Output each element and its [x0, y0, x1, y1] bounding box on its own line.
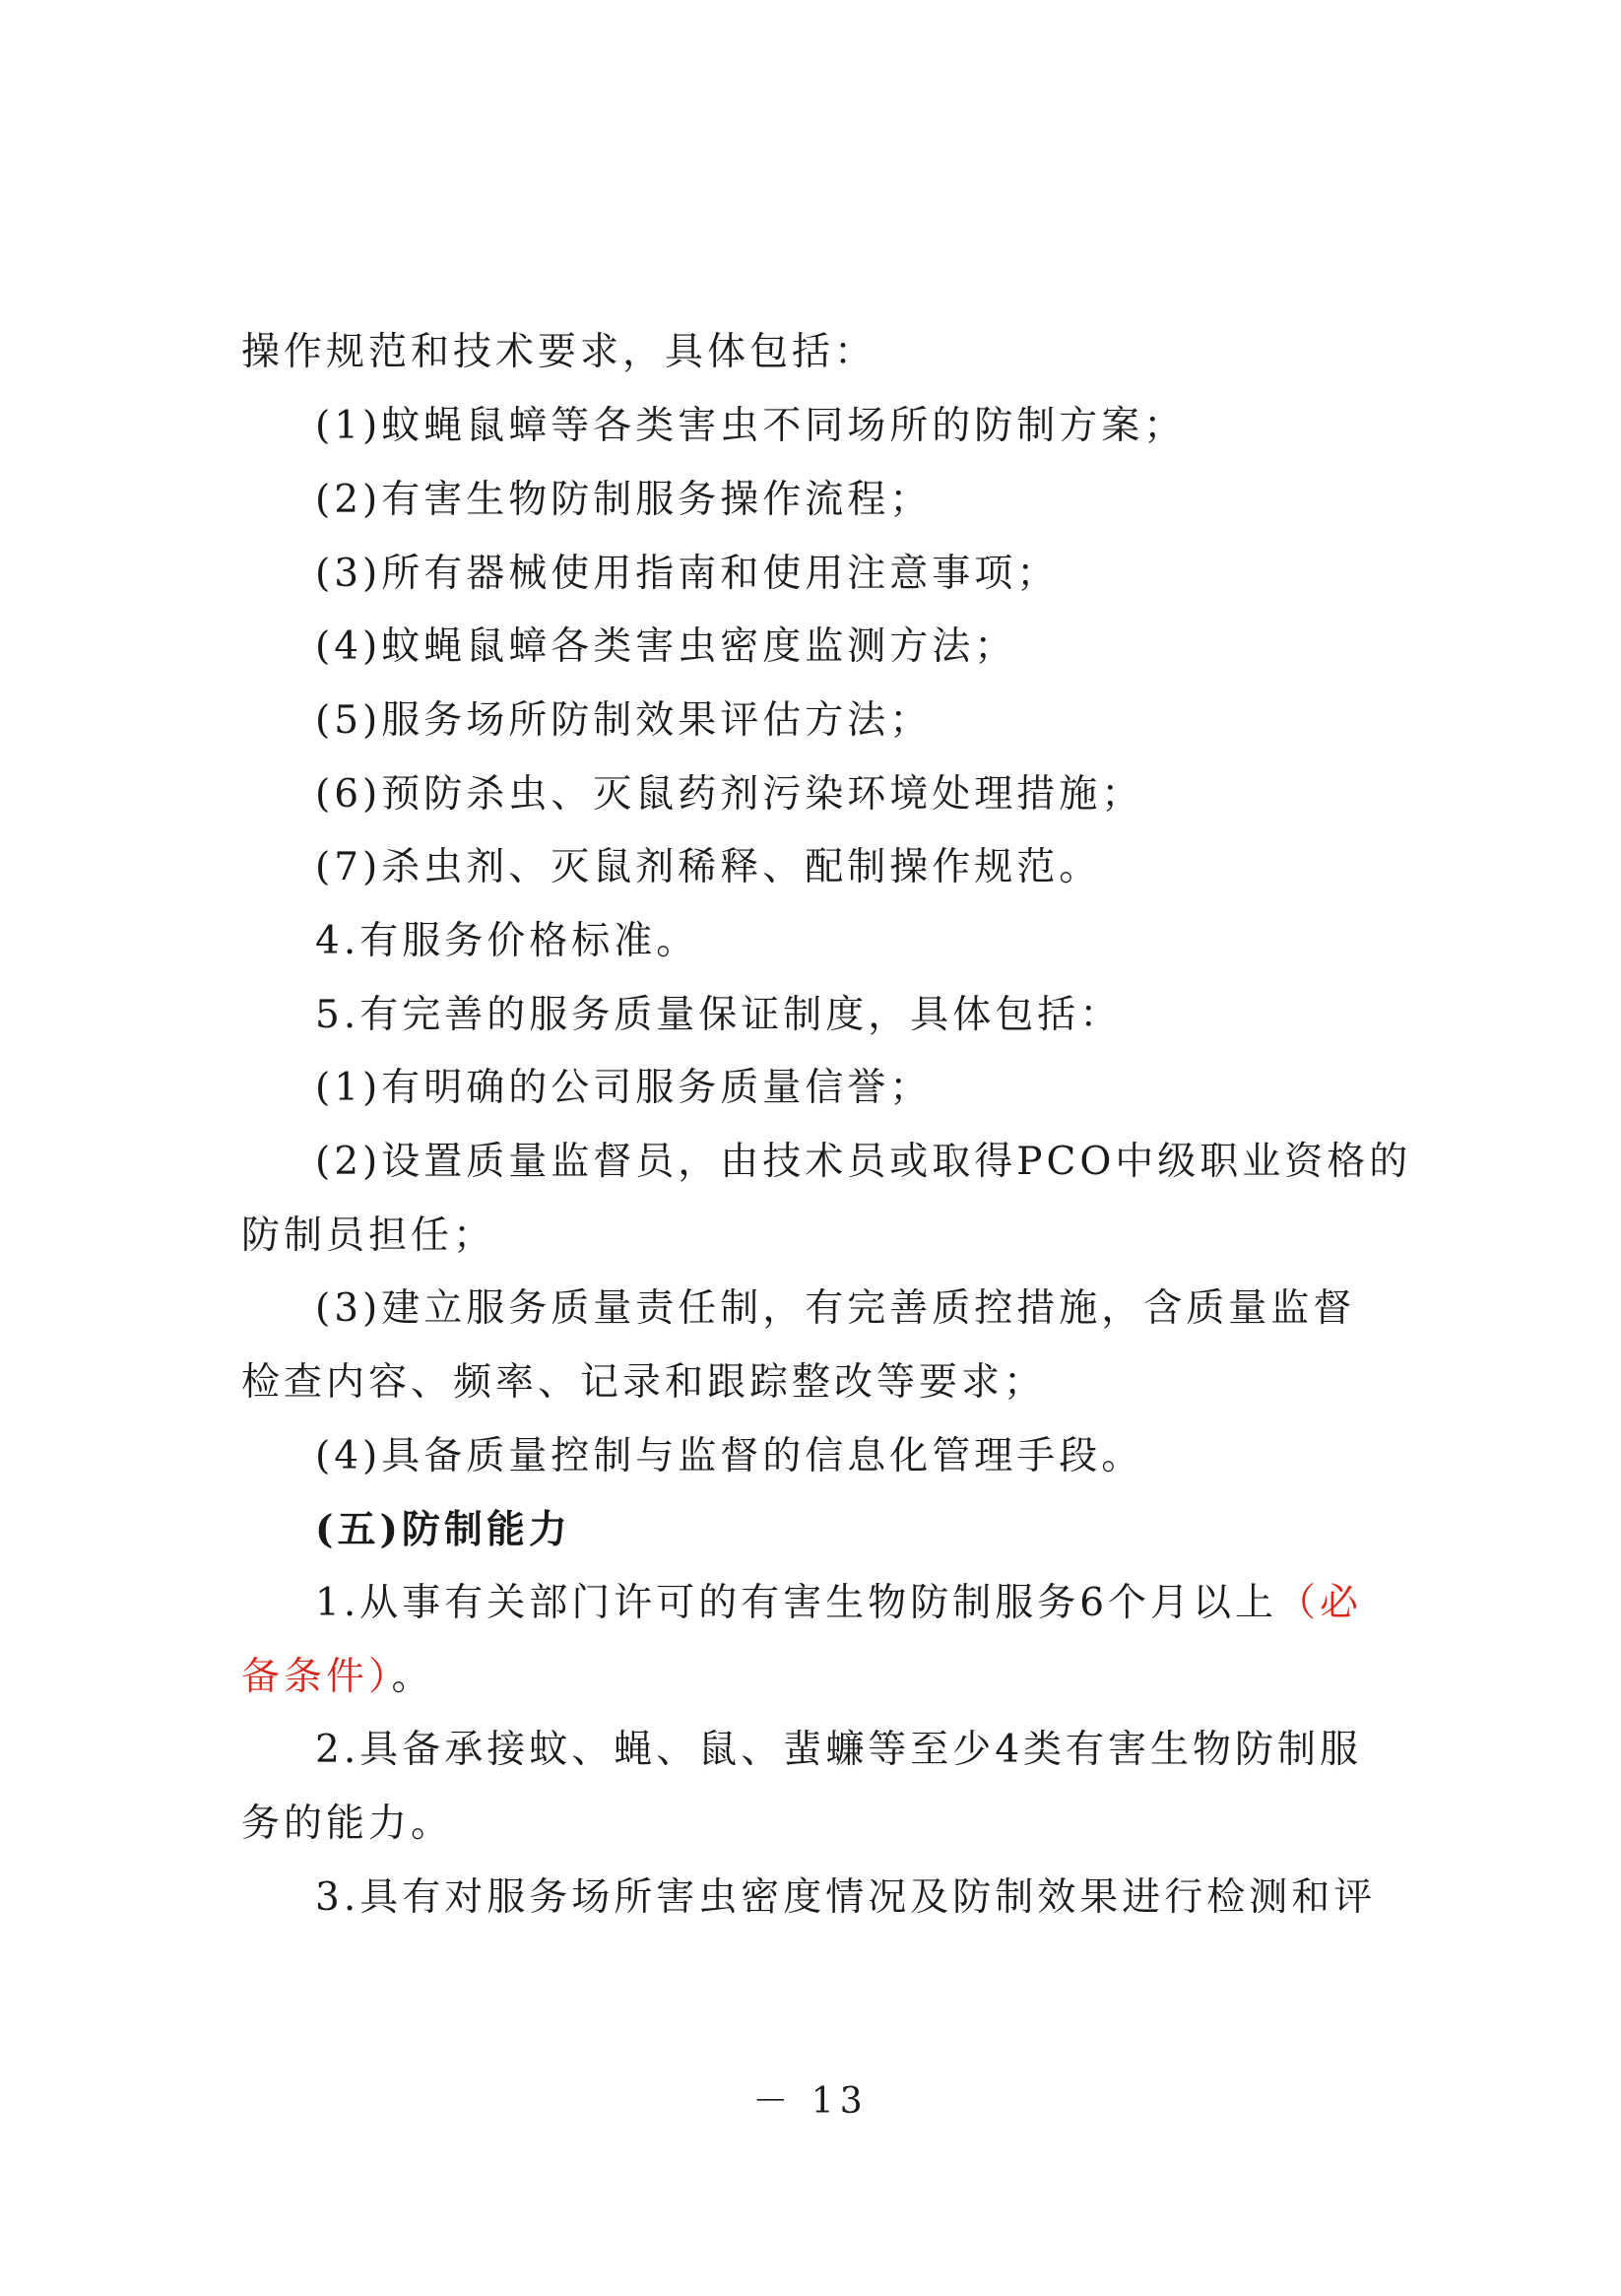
list-item: (7)杀虫剂、灭鼠剂稀释、配制操作规范。: [315, 845, 1102, 889]
list-item: (4)具备质量控制与监督的信息化管理手段。: [315, 1434, 1144, 1478]
numbered-item: [315, 1574, 1362, 1633]
requirement-text: 1.从事有关部门许可的有害生物防制服务6个月以上: [315, 1581, 1278, 1625]
list-item-continuation: 防制员担任；: [241, 1214, 496, 1258]
numbered-item: 2.具备承接蚊、蝇、鼠、蜚蠊等至少4类有害生物防制服: [315, 1728, 1363, 1772]
numbered-item: 4.有服务价格标准。: [315, 919, 699, 963]
sentence-end: 。: [391, 1655, 434, 1699]
section-heading: (五)防制能力: [315, 1507, 571, 1552]
list-item: (2)设置质量监督员，由技术员或取得PCO中级职业资格的: [315, 1140, 1412, 1184]
list-item-continuation: 检查内容、频率、记录和跟踪整改等要求；: [241, 1360, 1047, 1405]
list-item: (6)预防杀虫、灭鼠药剂污染环境处理措施；: [315, 772, 1144, 817]
numbered-item: 5.有完善的服务质量保证制度，具体包括：: [315, 993, 1123, 1037]
numbered-item-continuation: 务的能力。: [241, 1802, 454, 1846]
numbered-item: 3.具有对服务场所害虫密度情况及防制效果进行检测和评: [315, 1875, 1377, 1920]
mandatory-marker: （必: [1277, 1581, 1363, 1625]
list-item: (1)有明确的公司服务质量信誉；: [315, 1066, 933, 1110]
numbered-item-continuation: [241, 1648, 434, 1707]
mandatory-marker-end: 备条件）: [241, 1655, 392, 1699]
list-item: (3)建立服务质量责任制，有完善质控措施，含质量监督: [315, 1286, 1356, 1331]
list-item: (5)服务场所防制效果评估方法；: [315, 698, 933, 743]
list-item: (2)有害生物防制服务操作流程；: [315, 478, 933, 522]
list-item: (4)蚊蝇鼠蟑各类害虫密度监测方法；: [315, 624, 1017, 669]
list-item: (1)蚊蝇鼠蟑等各类害虫不同场所的防制方案；: [315, 404, 1187, 448]
page-number: － 13: [752, 2081, 869, 2122]
paragraph-line: 操作规范和技术要求，具体包括：: [241, 330, 877, 374]
list-item: (3)所有器械使用指南和使用注意事项；: [315, 552, 1060, 596]
